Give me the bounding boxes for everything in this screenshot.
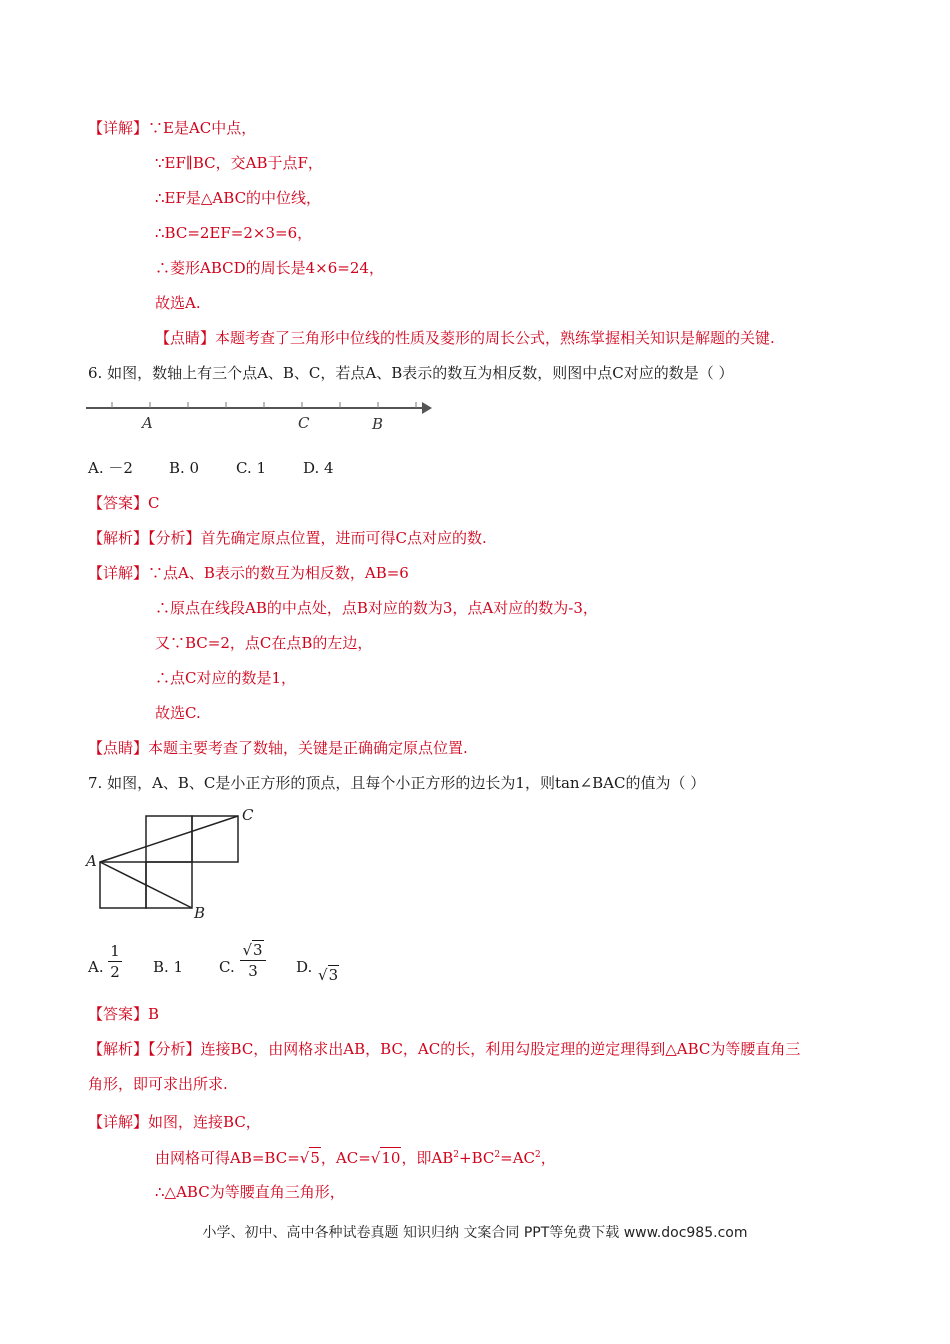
detail-text: ，即AB — [401, 1149, 454, 1167]
detail-text: +BC — [459, 1149, 495, 1167]
q6-stem: 6. 如图，数轴上有三个点A、B、C，若点A、B表示的数互为相反数，则图中点C对应的数是（ ） — [88, 364, 734, 382]
superscript: 2 — [494, 1150, 501, 1160]
comment-text: 本题主要考查了数轴，关键是正确确定原点位置. — [148, 739, 468, 757]
number-line-arrow — [422, 402, 432, 414]
q7-analysis — [88, 1039, 800, 1059]
superscript: 2 — [535, 1150, 541, 1160]
detail-label: 【详解】 — [88, 564, 149, 582]
q7-detail — [88, 1112, 261, 1132]
detail-line: 如图，连接BC， — [148, 1113, 261, 1131]
answer-label: 【答案】 — [88, 1005, 149, 1023]
q7-option-c-label: C. — [219, 958, 235, 976]
comment-label: 【点睛】 — [88, 739, 149, 757]
numerator: 1 — [110, 942, 120, 960]
q6-detail-line: 故选C. — [155, 704, 201, 722]
sqrt-icon: √ — [370, 1149, 381, 1167]
detail-line: ∵点A、B表示的数互为相反数，AB=6 — [148, 564, 409, 582]
q5-detail — [88, 118, 256, 138]
q5-detail-line: ∵E是AC中点， — [148, 119, 257, 137]
superscript: 2 — [453, 1150, 460, 1160]
q6-comment — [88, 738, 468, 758]
q5-detail-line: 故选A. — [155, 294, 201, 312]
radicand: 3 — [253, 941, 263, 959]
vertex-b-label: B — [194, 904, 206, 922]
q6-option-c: C. 1 — [236, 459, 267, 477]
detail-text: =AC — [500, 1149, 536, 1167]
q7-answer — [88, 1004, 159, 1024]
denominator: 3 — [248, 962, 258, 980]
sqrt-icon: √ — [318, 966, 328, 984]
q7-option-b: B. 1 — [153, 958, 184, 976]
radicand: 5 — [310, 1149, 320, 1167]
q7-stem: 7. 如图，A、B、C是小正方形的顶点，且每个小正方形的边长为1，则tan∠BAC的值为（ ） — [88, 774, 706, 792]
q5-detail-line: ∵EF∥BC，交AB于点F， — [155, 154, 323, 172]
q6-option-a: A. －2 — [88, 459, 133, 477]
radicand: 10 — [381, 1149, 401, 1167]
detail-text: ， — [540, 1149, 556, 1167]
radicand: 3 — [328, 966, 339, 984]
q5-detail-line: ∴EF是△ABC的中位线， — [155, 189, 322, 207]
detail-label: 【详解】 — [88, 1113, 149, 1131]
denominator: 2 — [110, 963, 120, 981]
detail-text: 由网格可得AB=BC= — [155, 1149, 300, 1167]
q7-detail-line — [155, 1147, 556, 1168]
q7-analysis-cont: 角形，即可求出所求. — [88, 1075, 228, 1093]
analysis-label: 【解析】【分析】 — [88, 529, 201, 547]
q7-option-a-label: A. — [88, 958, 104, 976]
numerator — [240, 940, 266, 959]
q6-answer — [88, 493, 160, 513]
q7-detail-line: ∴△ABC为等腰直角三角形， — [155, 1183, 345, 1201]
q6-option-d: D. 4 — [303, 459, 334, 477]
analysis-label: 【解析】【分析】 — [88, 1040, 201, 1058]
comment-text: 本题考查了三角形中位线的性质及菱形的周长公式，熟练掌握相关知识是解题的关键. — [215, 329, 775, 347]
point-a-label: A — [142, 414, 153, 432]
answer-value: C — [148, 494, 160, 512]
q6-detail-line: ∴点C对应的数是1， — [155, 669, 297, 687]
q5-comment — [155, 328, 775, 348]
point-c-label: C — [298, 414, 310, 432]
q6-detail — [88, 563, 409, 583]
sqrt-icon: √ — [242, 941, 252, 959]
page-footer: 小学、初中、高中各种试卷真题 知识归纳 文案合同 PPT等免费下载 www.doc985.com — [202, 1225, 748, 1241]
q7-option-d-label: D. — [296, 958, 313, 976]
vertex-c-label: C — [242, 806, 254, 824]
comment-label: 【点睛】 — [155, 329, 216, 347]
q6-detail-line: ∴原点在线段AB的中点处，点B对应的数为3，点A对应的数为-3， — [155, 599, 598, 617]
q5-detail-line: ∴BC=2EF=2×3=6， — [155, 224, 313, 242]
q5-detail-line: ∴菱形ABCD的周长是4×6=24， — [155, 259, 384, 277]
vertex-a-label: A — [86, 852, 97, 870]
analysis-text: 首先确定原点位置，进而可得C点对应的数. — [200, 529, 487, 547]
grid-squares — [100, 816, 238, 908]
sqrt-icon: √ — [299, 1149, 310, 1167]
q6-detail-line: 又∵BC=2，点C在点B的左边， — [155, 634, 373, 652]
answer-value: B — [148, 1005, 160, 1023]
answer-label: 【答案】 — [88, 494, 149, 512]
q7-option-a-fraction — [108, 942, 122, 981]
grid-figure — [84, 804, 266, 922]
point-b-label: B — [372, 415, 384, 433]
q6-option-b: B. 0 — [169, 459, 200, 477]
number-line-figure — [86, 396, 438, 436]
detail-text: ，AC= — [320, 1149, 371, 1167]
q7-option-d-sqrt — [318, 965, 339, 984]
analysis-text: 连接BC，由网格求出AB，BC，AC的长，利用勾股定理的逆定理得到△ABC为等腰直角三 — [200, 1040, 801, 1058]
q7-option-c-fraction — [240, 940, 266, 980]
segment-ac — [100, 816, 238, 862]
detail-label: 【详解】 — [88, 119, 149, 137]
q6-analysis — [88, 528, 487, 548]
